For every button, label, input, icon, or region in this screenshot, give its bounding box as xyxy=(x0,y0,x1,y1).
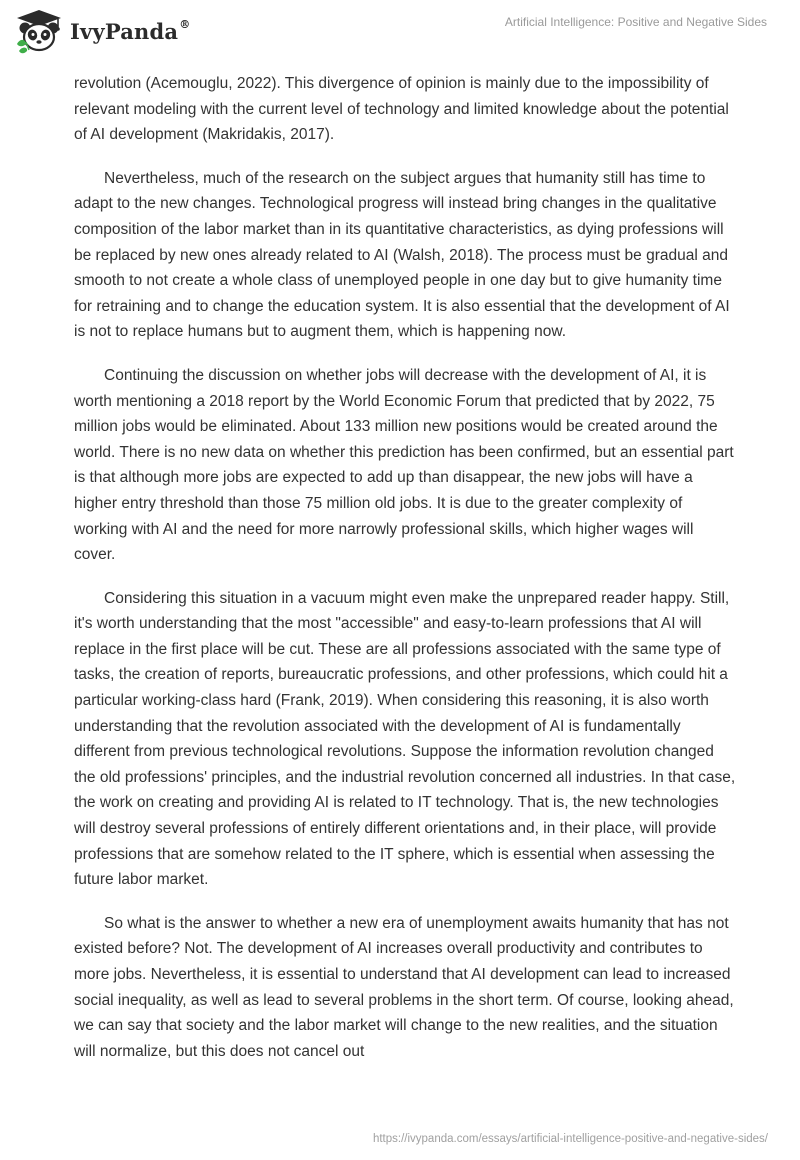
paragraph: Considering this situation in a vacuum might even make the unprepared reader happy. Still, it's worth understanding that the most "accessible" and easy-to-learn professions that AI will replace in the first place will be cut. These are all professions associated with the same type of tasks, the creation of reports, bureaucratic professions, and other professions, which could hit a particular working-class hard (Frank, 2019). When considering this reasoning, it is also worth understanding that the revolution associated with the development of AI is fundamentally different from previous technological revolutions. Suppose the information revolution changed the old professions' principles, and the industrial revolution concerned all industries. In that case, the work on creating and providing AI is related to IT technology. That is, the new technologies will destroy several professions of entirely different orientations and, in their place, will provide professions that are somehow related to the IT sphere, which is essential when assessing the future labor market. xyxy=(74,589,736,889)
paragraph: So what is the answer to whether a new era of unemployment awaits humanity that has not existed before? Not. The development of AI increases overall productivity and contributes to more jobs. Nevertheless, it is essential to understand that AI development can lead to increased social inequality, as well as lead to several problems in the short term. Of course, looking ahead, we can say that society and the labor market will change to the new realities, and the situation will normalize, but this does not cancel out xyxy=(74,914,734,1060)
page-header xyxy=(0,0,800,64)
document-title: Artificial Intelligence: Positive and Negative Sides xyxy=(504,15,767,29)
brand-name: IvyPanda® xyxy=(70,17,191,44)
brand-logo[interactable] xyxy=(14,8,190,54)
footer-source-link[interactable]: https://ivypanda.com/essays/artificial-intelligence-positive-and-negative-sides/ xyxy=(372,1133,768,1145)
paragraph: Continuing the discussion on whether jobs will decrease with the development of AI, it is worth mentioning a 2018 report by the World Economic Forum that predicted that by 2022, 75 million jobs would be eliminated. About 133 million new positions would be created around the world. There is no new data on whether this prediction has been confirmed, but an essential part is that although more jobs are expected to add up than disappear, the new jobs will have a higher entry threshold than those 75 million old jobs. It is due to the greater complexity of working with AI and the need for more narrowly professional skills, which higher wages will cover. xyxy=(74,366,734,564)
paragraph-continued: revolution (Acemouglu, 2022). This divergence of opinion is mainly due to the impossibility of relevant modeling with the current level of technology and limited knowledge about the potential of AI development (Makridakis, 2017). xyxy=(74,75,729,144)
panda-graduate-icon xyxy=(14,8,64,54)
paragraph: Nevertheless, much of the research on the subject argues that humanity still has time to adapt to the new changes. Technological progress will instead bring changes in the qualitative composition of the labor market than in its quantitative characteristics, as dying professions will be replaced by new ones already related to AI (Walsh, 2018). The process must be gradual and smooth to not create a whole class of unemployed people in one day but to give humanity time for retraining and to change the education system. It is also essential that the development of AI is not to replace humans but to augment them, which is happening now. xyxy=(74,169,730,341)
essay-body xyxy=(74,71,739,1082)
registered-mark: ® xyxy=(179,17,191,31)
